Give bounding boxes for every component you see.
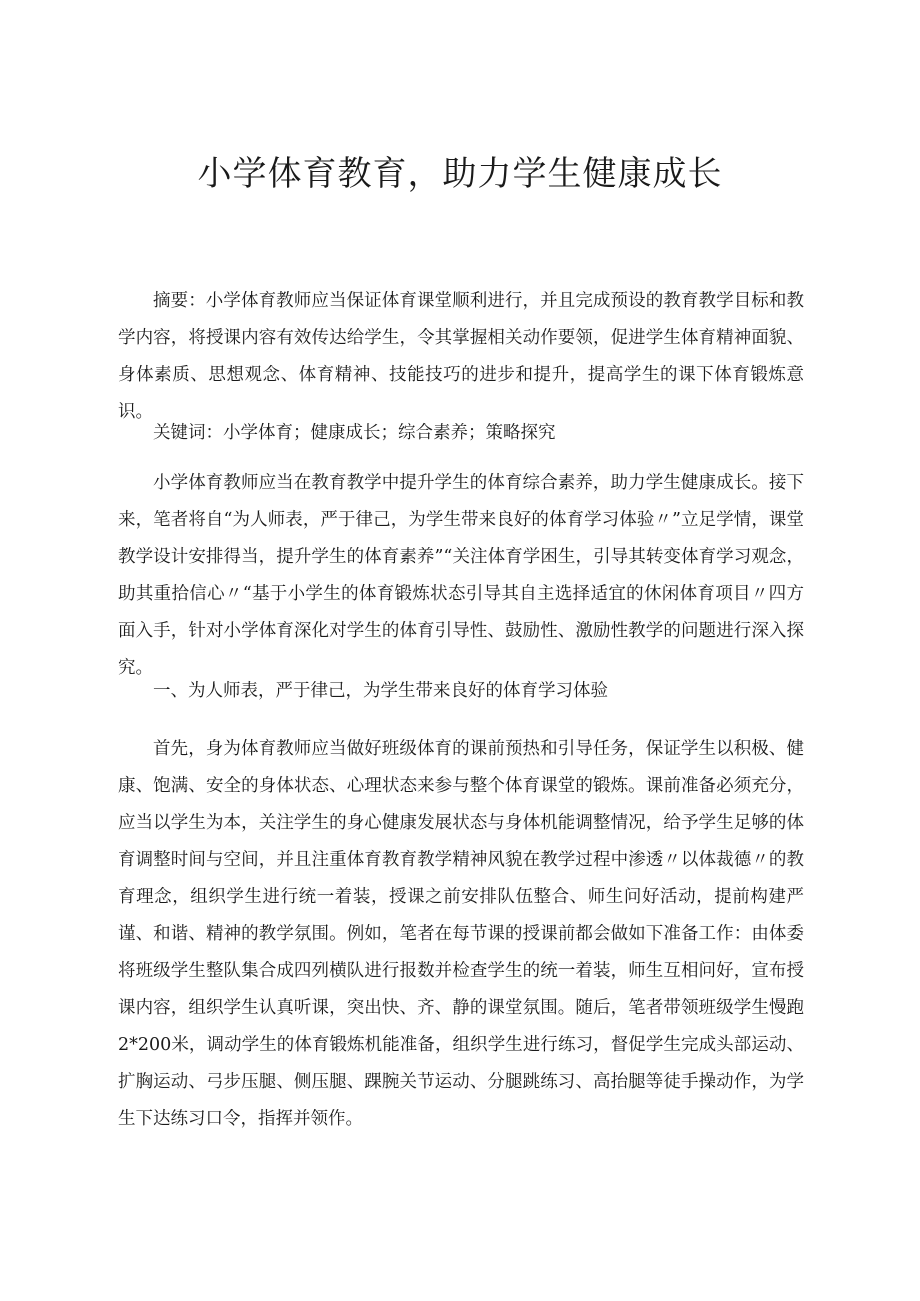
section-heading-1: 一、为人师表，严于律己，为学生带来良好的体育学习体验 — [153, 681, 608, 701]
abstract-paragraph: 摘要：小学体育教师应当保证体育课堂顺利进行，并且完成预设的教育教学目标和教学内容，将授课内容有效传达给学生，令其掌握相关动作要领，促进学生体育精神面貌、身体素质、思想观念、体育精神、技能技巧的进步和提升，提高学生的课下体育锻炼意识。 — [118, 291, 804, 422]
intro-paragraph: 小学体育教师应当在教育教学中提升学生的体育综合素养，助力学生健康成长。接下来，笔者将自“为人师表，严于律己，为学生带来良好的体育学习体验〃”立足学情，课堂教学设计安排得当，提升学生的体育素养”“关注体育学困生，引导其转变体育学习观念，助其重拾信心〃“基于小学生的体育锻炼状态引导其自主选择适宜的休闲体育项目〃四方面入手，针对小学体育深化对学生的体育引导性、鼓励性、激励性教学的问题进行深入探究。 — [118, 473, 804, 678]
body-paragraph-1: 首先，身为体育教师应当做好班级体育的课前预热和引导任务，保证学生以积极、健康、饱满、安全的身体状态、心理状态来参与整个体育课堂的锻炼。课前准备必须充分，应当以学生为本，关注学生的身心健康发展状态与身体机能调整情况，给予学生足够的体育调整时间与空间，并且注重体育教育教学精神风貌在教学过程中渗透〃以体裁德〃的教育理念，组织学生进行统一着装，授课之前安排队伍整合、师生问好活动，提前构建严谨、和谐、精神的教学氛围。例如，笔者在每节课的授课前都会做如下准备工作：由体委将班级学生整队集合成四列横队进行报数并检查学生的统一着装，师生互相问好，宣布授课内容，组织学生认真听课，突出快、齐、静的课堂氛围。随后，笔者带领班级学生慢跑2*200米，调动学生的体育锻炼机能准备，组织学生进行练习，督促学生完成头部运动、扩胸运动、弓步压腿、侧压腿、踝腕关节运动、分腿跳练习、高抬腿等徒手操动作，为学生下达练习口令，指挥并领作。 — [118, 739, 804, 1129]
keywords-line: 关键词：小学体育；健康成长；综合素养；策略探究 — [153, 423, 556, 443]
document-title: 小学体育教育，助力学生健康成长 — [197, 154, 723, 194]
